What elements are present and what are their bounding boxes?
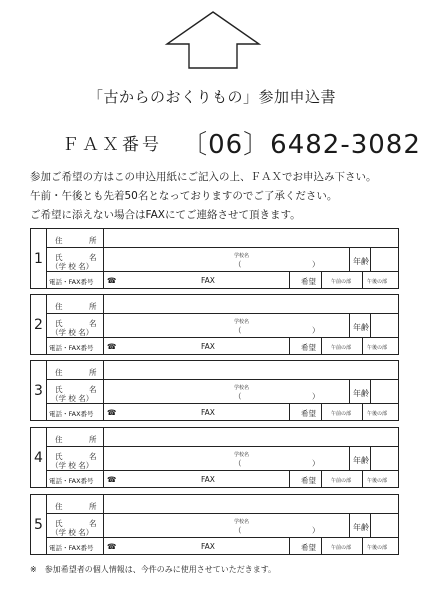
phone-icon: ☎ [107,276,117,285]
age-label: 年齢 [353,523,369,532]
tel-fax-label: 電話・FAX番号 [49,344,94,352]
phone-icon: ☎ [107,475,117,484]
fax-label: FAX [201,342,215,351]
school-label: （学 校 名） [51,328,94,337]
school-paren-open: （ [234,326,242,335]
tel-fax-label: 電話・FAX番号 [49,544,94,552]
name-label: 氏 [55,385,63,394]
school-paren-close: ） [312,326,320,335]
instructions [30,168,415,225]
wish-label: 希望 [301,343,316,352]
address-label: 住 [55,302,63,311]
school-paren-close: ） [312,392,320,401]
fax-label: FAX [201,276,215,285]
name-label: 氏 [55,519,63,528]
tel-fax-label: 電話・FAX番号 [49,410,94,418]
pm-session-option: 午後の部 [367,345,388,351]
address-label: 住 [55,502,63,511]
age-label: 年齢 [353,456,369,465]
school-paren-close: ） [312,526,320,535]
fax-number: 〔06〕6482-3082 [181,130,421,160]
school-caption: 学校名 [234,452,250,458]
fax-label: FAX [201,475,215,484]
entry-number: 4 [31,428,47,487]
age-label: 年齢 [353,389,369,398]
school-label: （学 校 名） [51,461,94,470]
address-label: 住 [55,435,63,444]
entry-4 [30,427,399,488]
fax-label: FAX [201,408,215,417]
wish-label: 希望 [301,409,316,418]
instruction-line: ご希望に添えない場合はFAXにてご連絡させて頂きます。 [30,209,301,221]
name-label: 氏 [55,452,63,461]
wish-label: 希望 [301,476,316,485]
am-session-option: 午前の部 [331,545,352,551]
up-arrow-icon [163,10,263,70]
instruction-line: 参加ご希望の方はこの申込用紙にご記入の上、ＦＡＸでお申込み下さい。 [30,171,377,183]
name-label: 名 [89,253,97,262]
school-caption: 学校名 [234,319,250,325]
name-label: 氏 [55,319,63,328]
wish-label: 希望 [301,543,316,552]
fax-number-line [62,124,421,158]
tel-fax-label: 電話・FAX番号 [49,278,94,286]
name-label: 名 [89,452,97,461]
phone-icon: ☎ [107,542,117,551]
pm-session-option: 午後の部 [367,545,388,551]
am-session-option: 午前の部 [331,279,352,285]
school-label: （学 校 名） [51,528,94,537]
entry-number: 5 [31,495,47,554]
instruction-line: 午前・午後とも先着50名となっておりますのでご了承ください。 [30,190,338,202]
address-label: 所 [89,368,97,377]
age-label: 年齢 [353,257,369,266]
address-label: 所 [89,236,97,245]
entry-number: 2 [31,295,47,354]
fax-label: FAX [201,542,215,551]
entry-1 [30,228,399,289]
school-label: （学 校 名） [51,394,94,403]
address-label: 所 [89,302,97,311]
entry-3 [30,360,399,421]
entry-number: 3 [31,361,47,420]
school-caption: 学校名 [234,253,250,259]
pm-session-option: 午後の部 [367,478,388,484]
school-paren-open: （ [234,260,242,269]
phone-icon: ☎ [107,408,117,417]
school-caption: 学校名 [234,385,250,391]
school-caption: 学校名 [234,519,250,525]
address-label: 住 [55,368,63,377]
school-paren-open: （ [234,459,242,468]
name-label: 名 [89,319,97,328]
entry-number: 1 [31,229,47,288]
age-label: 年齢 [353,323,369,332]
address-label: 所 [89,435,97,444]
pm-session-option: 午後の部 [367,279,388,285]
am-session-option: 午前の部 [331,478,352,484]
school-label: （学 校 名） [51,262,94,271]
name-label: 名 [89,385,97,394]
fax-label: ＦＡＸ番号 [62,135,162,155]
phone-icon: ☎ [107,342,117,351]
wish-label: 希望 [301,277,316,286]
name-label: 名 [89,519,97,528]
page-title: 「古からのおくりもの」参加申込書 [87,88,336,106]
address-label: 住 [55,236,63,245]
school-paren-close: ） [312,459,320,468]
am-session-option: 午前の部 [331,345,352,351]
am-session-option: 午前の部 [331,411,352,417]
address-label: 所 [89,502,97,511]
school-paren-open: （ [234,526,242,535]
tel-fax-label: 電話・FAX番号 [49,477,94,485]
entry-5 [30,494,399,555]
pm-session-option: 午後の部 [367,411,388,417]
school-paren-close: ） [312,260,320,269]
school-paren-open: （ [234,392,242,401]
entry-2 [30,294,399,355]
name-label: 氏 [55,253,63,262]
privacy-footnote: ※ 参加希望者の個人情報は、今件のみに使用させていただきます。 [30,565,277,574]
